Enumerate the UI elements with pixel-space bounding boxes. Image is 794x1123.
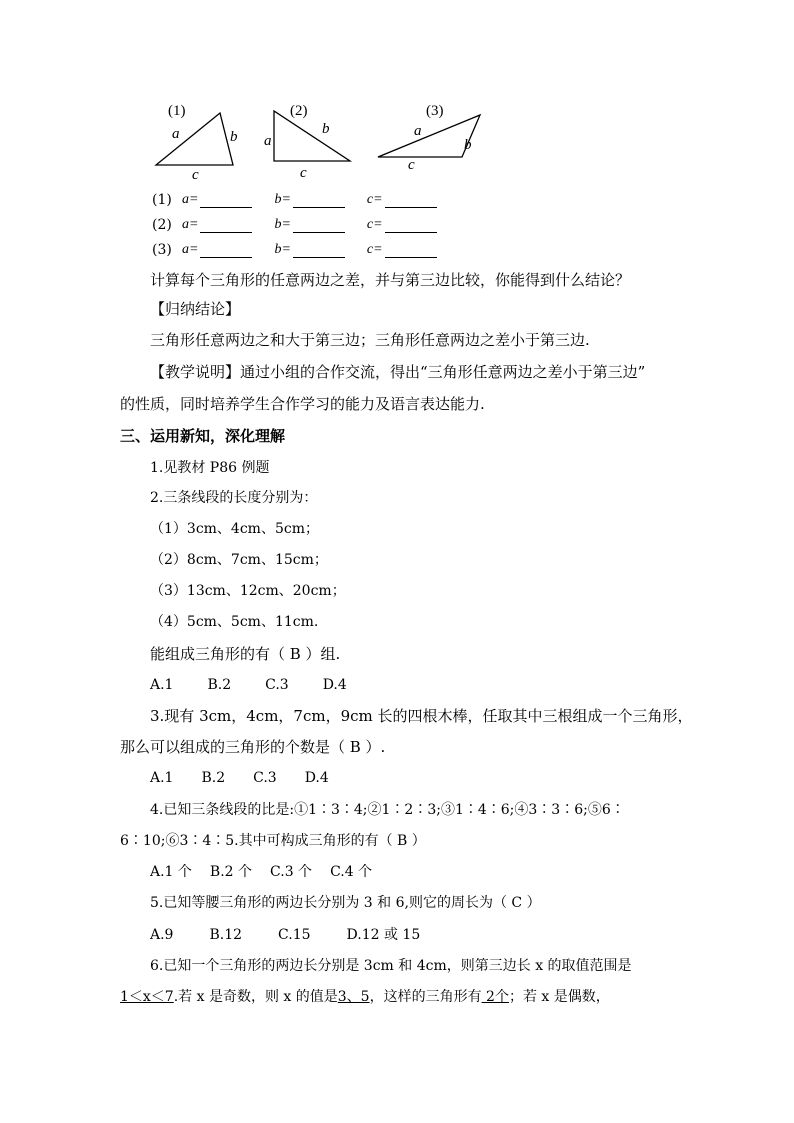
item-6-text-f: ；若 x 是偶数，	[508, 989, 610, 1005]
blank-c-label: c=	[366, 242, 383, 257]
option-b: B.2	[201, 770, 226, 786]
blank-row-3	[152, 236, 437, 258]
item-2-options	[150, 675, 381, 695]
option-c: C.3	[253, 770, 277, 786]
induce-title: 【归纳结论】	[150, 300, 241, 318]
item-3-line2: 那么可以组成的三角形的个数是（ B ）.	[120, 738, 386, 756]
induce-body: 三角形任意两边之和大于第三边；三角形任意两边之差小于第三边.	[150, 331, 590, 349]
item-2-question: 能组成三角形的有（ B ）组.	[150, 645, 341, 663]
blank-c-label: c=	[366, 192, 383, 207]
section-heading: 三、运用新知，深化理解	[120, 427, 286, 445]
item-2-case-1: （1）3cm、4cm、5cm；	[150, 521, 319, 537]
item-6-text-b: .若 x 是奇数，则 x 的值是	[173, 989, 338, 1005]
item-3-line1: 3.现有 3cm，4cm，7cm，9cm 长的四根木棒，任取其中三根组成一个三角形，	[150, 707, 693, 725]
blank-b-field[interactable]	[293, 191, 345, 208]
teach-note-line1: 【教学说明】通过小组的合作交流，得出“三角形任意两边之差小于第三边”	[150, 363, 646, 381]
item-4-line1: 4.已知三条线段的比是:①1∶3∶4;②1∶2∶3;③1∶4∶6;④3∶3∶6;⑤6∶	[150, 802, 625, 818]
blank-a-label: a=	[182, 217, 199, 232]
item-2-case-2: （2）8cm、7cm、15cm；	[150, 552, 328, 568]
option-c: C.15	[278, 927, 311, 943]
triangle-1	[156, 113, 233, 165]
fig1-side-a: a	[172, 126, 180, 142]
blank-c-field[interactable]	[385, 191, 437, 208]
fig3-label: (3)	[426, 103, 444, 119]
blank-row-2	[152, 211, 437, 233]
answer-count: 2个	[481, 989, 509, 1005]
blank-b-field[interactable]	[293, 216, 345, 233]
option-d: D.4	[322, 677, 347, 693]
item-5-options	[150, 925, 454, 945]
option-c: C.3 个	[270, 864, 313, 880]
answer-odd-values: 3、5	[337, 989, 370, 1005]
blank-b-field[interactable]	[293, 241, 345, 258]
blank-c-field[interactable]	[385, 216, 437, 233]
blank-row-number: (3)	[152, 242, 172, 258]
item-4-options	[150, 862, 406, 882]
fig2-side-a: a	[264, 133, 272, 149]
fig3-side-c: c	[408, 157, 415, 173]
item-5: 5.已知等腰三角形的两边长分别为 3 和 6,则它的周长为（ C ）	[150, 895, 541, 911]
blank-b-label: b=	[274, 217, 291, 232]
option-a: A.1 个	[150, 864, 192, 880]
item-6-text-d: ，这样的三角形有	[369, 989, 482, 1005]
triangles-svg	[150, 95, 490, 185]
item-2-case-3: （3）13cm、12cm、20cm；	[150, 583, 346, 599]
fig1-side-b: b	[230, 129, 238, 145]
blank-a-field[interactable]	[200, 241, 252, 258]
teach-note-line2: 的性质，同时培养学生合作学习的能力及语言表达能力.	[120, 395, 485, 413]
item-3-options	[150, 768, 363, 788]
blank-a-field[interactable]	[200, 216, 252, 233]
question-compute: 计算每个三角形的任意两边之差，并与第三边比较，你能得到什么结论？	[150, 271, 631, 289]
item-6-line2	[120, 987, 610, 1007]
item-1: 1.见教材 P86 例题	[150, 460, 270, 476]
item-2: 2.三条线段的长度分别为：	[150, 490, 318, 506]
blank-row-1	[152, 186, 437, 208]
option-b: B.2 个	[209, 864, 253, 880]
item-2-case-4: （4）5cm、5cm、11cm.	[150, 614, 319, 630]
option-b: B.12	[209, 927, 243, 943]
blank-a-label: a=	[182, 192, 199, 207]
triangle-figures	[150, 95, 490, 185]
triangle-2	[274, 111, 350, 161]
fig3-side-a: a	[414, 123, 422, 139]
blank-b-label: b=	[274, 242, 291, 257]
blank-a-label: a=	[182, 242, 199, 257]
blank-c-field[interactable]	[385, 241, 437, 258]
option-c: C.3	[265, 677, 289, 693]
option-a: A.1	[150, 677, 174, 693]
fig1-label: (1)	[168, 103, 186, 119]
blank-c-label: c=	[366, 217, 383, 232]
option-d: C.4 个	[330, 864, 373, 880]
fig2-side-c: c	[300, 165, 307, 181]
blank-row-number: (1)	[152, 192, 172, 208]
blank-a-field[interactable]	[200, 191, 252, 208]
option-d: D.12 或 15	[346, 927, 421, 943]
blank-b-label: b=	[274, 192, 291, 207]
fig2-side-b: b	[322, 121, 330, 137]
option-d: D.4	[304, 770, 329, 786]
fig2-label: (2)	[290, 103, 308, 119]
option-b: B.2	[207, 677, 232, 693]
fig1-side-c: c	[192, 167, 199, 183]
option-a: A.9	[150, 927, 174, 943]
item-6-line1: 6.已知一个三角形的两边长分别是 3cm 和 4cm，则第三边长 x 的取值范围是	[150, 958, 632, 974]
item-4-line2: 6∶10;⑥3∶4∶5.其中可构成三角形的有（ B ）	[120, 833, 426, 849]
fig3-side-b: b	[464, 137, 472, 153]
option-a: A.1	[150, 770, 174, 786]
answer-range: 1＜x＜7	[120, 989, 174, 1005]
blank-row-number: (2)	[152, 217, 172, 233]
